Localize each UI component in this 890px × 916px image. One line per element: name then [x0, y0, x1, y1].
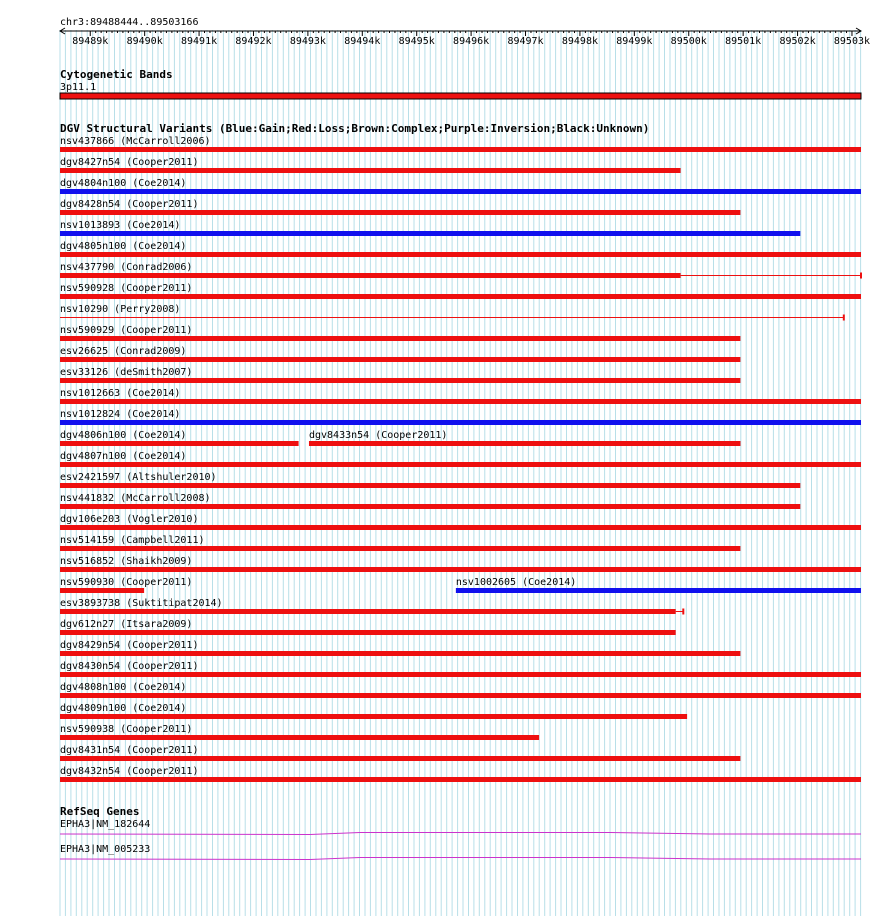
- dgv-feature-bar[interactable]: [60, 588, 144, 593]
- dgv-feature-label: esv33126 (deSmith2007): [60, 367, 193, 378]
- dgv-feature-bar[interactable]: [60, 210, 740, 215]
- dgv-feature-bar[interactable]: [60, 630, 676, 635]
- dgv-feature-label: dgv8431n54 (Cooper2011): [60, 745, 199, 756]
- dgv-feature-label: nsv516852 (Shaikh2009): [60, 556, 193, 567]
- ruler-tick-label: 89492k: [235, 36, 272, 47]
- dgv-feature-bar[interactable]: [60, 546, 740, 551]
- dgv-feature-label: esv26625 (Conrad2009): [60, 346, 187, 357]
- dgv-feature-bar[interactable]: [60, 147, 861, 152]
- dgv-feature-label: dgv4807n100 (Coe2014): [60, 451, 187, 462]
- refseq-track-title: RefSeq Genes: [60, 805, 140, 818]
- dgv-feature-label: nsv10290 (Perry2008): [60, 304, 181, 315]
- dgv-feature-bar[interactable]: [60, 504, 800, 509]
- ruler-tick-label: 89489k: [72, 36, 109, 47]
- ruler-tick-label: 89499k: [616, 36, 653, 47]
- ruler-tick-label: 89496k: [453, 36, 490, 47]
- dgv-feature-bar[interactable]: [60, 378, 740, 383]
- dgv-feature-label: dgv4806n100 (Coe2014): [60, 430, 187, 441]
- ruler-tick-label: 89497k: [507, 36, 544, 47]
- dgv-feature-label: dgv8432n54 (Cooper2011): [60, 766, 199, 777]
- dgv-feature-bar[interactable]: [60, 735, 539, 740]
- dgv-feature-label: dgv8430n54 (Cooper2011): [60, 661, 199, 672]
- dgv-feature-label: nsv590928 (Cooper2011): [60, 283, 193, 294]
- dgv-feature-bar[interactable]: [60, 168, 681, 173]
- dgv-feature-label: dgv4804n100 (Coe2014): [60, 178, 187, 189]
- dgv-feature-label: nsv1013893 (Coe2014): [60, 220, 181, 231]
- dgv-feature-label: nsv590938 (Cooper2011): [60, 724, 193, 735]
- ruler-axis: [60, 28, 870, 47]
- cytoband-label: 3p11.1: [60, 82, 97, 93]
- ruler-tick-label: 89495k: [398, 36, 435, 47]
- dgv-feature-label: esv3893738 (Suktitipat2014): [60, 598, 223, 609]
- dgv-feature-bar[interactable]: [60, 651, 740, 656]
- ruler-tick-label: 89494k: [344, 36, 381, 47]
- ruler-tick-label: 89501k: [725, 36, 762, 47]
- dgv-feature-label: dgv106e203 (Vogler2010): [60, 514, 199, 525]
- cytoband-track-title: Cytogenetic Bands: [60, 68, 173, 81]
- cytoband-bar[interactable]: [60, 93, 861, 99]
- ruler-tick-label: 89498k: [561, 36, 598, 47]
- dgv-feature-label: esv2421597 (Altshuler2010): [60, 472, 217, 483]
- dgv-feature-bar[interactable]: [60, 567, 861, 572]
- dgv-feature-bar[interactable]: [60, 462, 861, 467]
- dgv-feature-bar[interactable]: [60, 294, 861, 299]
- refseq-gene-label: EPHA3|NM_005233: [60, 844, 151, 855]
- dgv-feature-bar[interactable]: [60, 357, 740, 362]
- dgv-feature-bar[interactable]: [309, 441, 740, 446]
- dgv-feature-bar[interactable]: [60, 693, 861, 698]
- dgv-feature-bar[interactable]: [60, 483, 800, 488]
- dgv-feature-label: dgv8428n54 (Cooper2011): [60, 199, 199, 210]
- dgv-feature-label: nsv437790 (Conrad2006): [60, 262, 193, 273]
- dgv-feature-label: dgv4805n100 (Coe2014): [60, 241, 187, 252]
- dgv-feature-label: dgv4809n100 (Coe2014): [60, 703, 187, 714]
- dgv-track-title: DGV Structural Variants (Blue:Gain;Red:Loss;Brown:Complex;Purple:Inversion;Black:Unknown): [60, 122, 650, 135]
- dgv-feature-label: dgv4808n100 (Coe2014): [60, 682, 187, 693]
- dgv-feature-label: nsv1012824 (Coe2014): [60, 409, 181, 420]
- dgv-feature-bar[interactable]: [60, 609, 676, 614]
- dgv-feature-label: nsv590929 (Cooper2011): [60, 325, 193, 336]
- dgv-feature-bar[interactable]: [60, 672, 861, 677]
- dgv-feature-label: nsv437866 (McCarroll2006): [60, 136, 211, 147]
- dgv-feature-bar[interactable]: [60, 525, 861, 530]
- dgv-feature-label: dgv8433n54 (Cooper2011): [308, 430, 448, 441]
- dgv-feature-label: nsv590930 (Cooper2011): [60, 577, 193, 588]
- dgv-feature-bar[interactable]: [60, 714, 687, 719]
- region-label: chr3:89488444..89503166: [60, 17, 199, 28]
- dgv-feature-bar[interactable]: [60, 756, 740, 761]
- dgv-feature-bar[interactable]: [60, 252, 861, 257]
- refseq-gene-label: EPHA3|NM_182644: [60, 819, 151, 830]
- dgv-feature-label: dgv8429n54 (Cooper2011): [60, 640, 199, 651]
- ruler-tick-label: 89491k: [181, 36, 218, 47]
- dgv-feature-bar[interactable]: [60, 420, 861, 425]
- ruler-tick-label: 89502k: [779, 36, 816, 47]
- dgv-feature-bar[interactable]: [456, 588, 861, 593]
- dgv-feature-label: dgv8427n54 (Cooper2011): [60, 157, 199, 168]
- ruler-tick-label: 89490k: [126, 36, 163, 47]
- dgv-feature-bar[interactable]: [60, 273, 681, 278]
- dgv-feature-label: nsv1002605 (Coe2014): [455, 577, 577, 588]
- dgv-feature-bar[interactable]: [60, 399, 861, 404]
- ruler-tick-label: 89503k: [833, 36, 871, 47]
- dgv-feature-label: dgv612n27 (Itsara2009): [60, 619, 193, 630]
- dgv-feature-label: nsv1012663 (Coe2014): [60, 388, 181, 399]
- dgv-feature-bar[interactable]: [60, 336, 740, 341]
- dgv-feature-bar[interactable]: [60, 189, 861, 194]
- dgv-feature-label: nsv441832 (McCarroll2008): [60, 493, 211, 504]
- dgv-feature-label: nsv514159 (Campbell2011): [60, 535, 205, 546]
- dgv-feature-bar[interactable]: [60, 441, 299, 446]
- ruler-tick-label: 89500k: [670, 36, 707, 47]
- dgv-feature-bar[interactable]: [60, 777, 861, 782]
- ruler-tick-label: 89493k: [289, 36, 326, 47]
- dgv-feature-bar[interactable]: [60, 231, 800, 236]
